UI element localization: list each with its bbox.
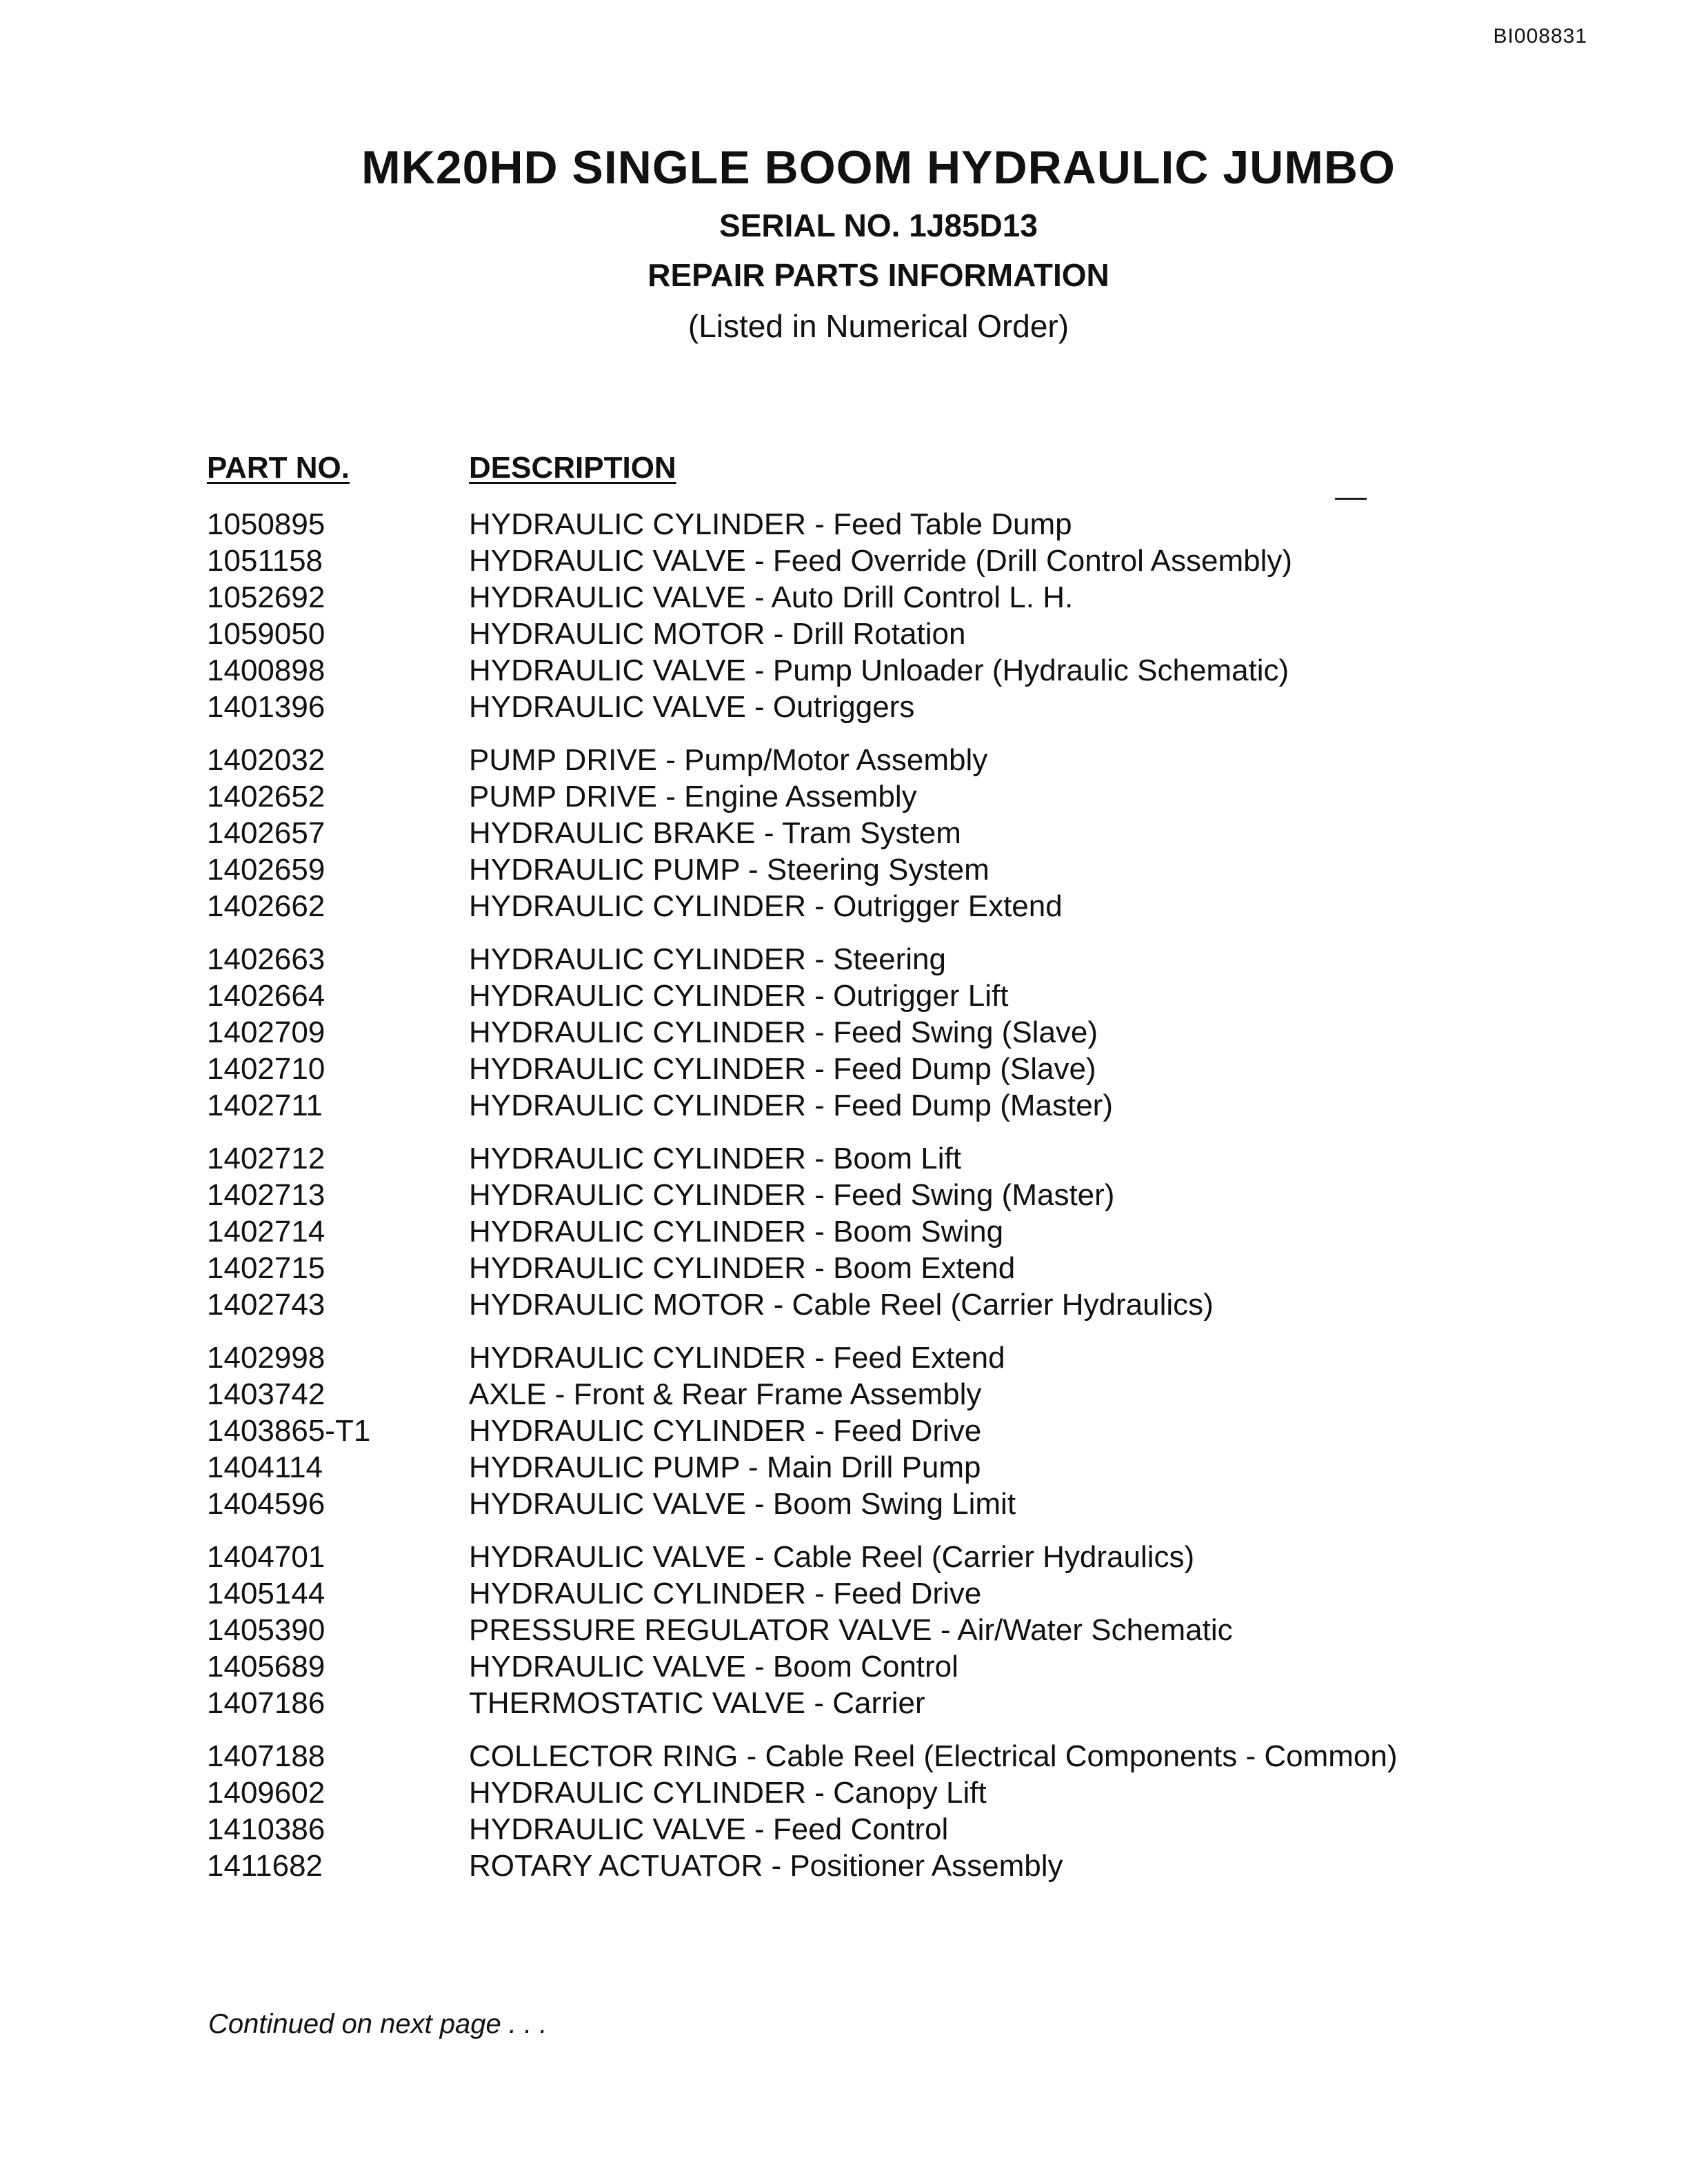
order-note: (Listed in Numerical Order) bbox=[687, 308, 1069, 344]
part-number: 1403742 bbox=[207, 1377, 325, 1411]
part-number: 1402714 bbox=[207, 1214, 325, 1248]
part-row bbox=[207, 1376, 1517, 1413]
part-row bbox=[207, 978, 1517, 1014]
part-row bbox=[207, 778, 1517, 815]
part-row bbox=[207, 1449, 1517, 1486]
part-description: HYDRAULIC VALVE - Feed Override (Drill Control Assembly) bbox=[469, 543, 1293, 578]
part-row bbox=[207, 888, 1517, 924]
part-description: HYDRAULIC VALVE - Boom Swing Limit bbox=[469, 1486, 1016, 1521]
part-number: 1402710 bbox=[207, 1051, 325, 1086]
part-row bbox=[207, 652, 1517, 689]
part-description: HYDRAULIC VALVE - Auto Drill Control L. H. bbox=[469, 580, 1074, 614]
part-number: 1404701 bbox=[207, 1539, 325, 1574]
part-number: 1401396 bbox=[207, 689, 325, 724]
part-number: 1410386 bbox=[207, 1812, 325, 1846]
part-row bbox=[207, 941, 1517, 978]
part-number: 1059050 bbox=[207, 616, 325, 651]
part-description: HYDRAULIC CYLINDER - Boom Lift bbox=[469, 1141, 961, 1175]
part-row bbox=[207, 1612, 1517, 1648]
part-number: 1404596 bbox=[207, 1486, 325, 1521]
part-number: 1402715 bbox=[207, 1251, 325, 1285]
part-row bbox=[207, 1685, 1517, 1721]
part-number: 1402652 bbox=[207, 779, 325, 813]
part-number: 1402662 bbox=[207, 889, 325, 923]
part-description: PUMP DRIVE - Engine Assembly bbox=[469, 779, 917, 813]
part-description: HYDRAULIC CYLINDER - Feed Extend bbox=[469, 1340, 1005, 1375]
part-row bbox=[207, 742, 1517, 778]
part-row bbox=[207, 1811, 1517, 1848]
part-row bbox=[207, 851, 1517, 888]
part-number: 1402659 bbox=[207, 852, 325, 887]
part-row bbox=[207, 1339, 1517, 1376]
part-number: 1400898 bbox=[207, 653, 325, 687]
part-description: HYDRAULIC CYLINDER - Outrigger Extend bbox=[469, 889, 1063, 923]
part-row bbox=[207, 543, 1517, 579]
part-description: HYDRAULIC CYLINDER - Feed Table Dump bbox=[469, 507, 1072, 541]
part-description: HYDRAULIC CYLINDER - Feed Swing (Slave) bbox=[469, 1015, 1098, 1049]
parts-list bbox=[207, 506, 1517, 1901]
part-row bbox=[207, 1177, 1517, 1213]
part-row bbox=[207, 1250, 1517, 1286]
part-description: HYDRAULIC CYLINDER - Steering bbox=[469, 942, 946, 976]
part-number: 1405144 bbox=[207, 1576, 325, 1610]
part-row bbox=[207, 616, 1517, 652]
part-number: 1051158 bbox=[207, 543, 323, 578]
part-number: 1403865-T1 bbox=[207, 1413, 371, 1448]
part-number: 1402713 bbox=[207, 1177, 325, 1212]
serial-number: SERIAL NO. 1J85D13 bbox=[719, 208, 1038, 243]
part-row bbox=[207, 579, 1517, 616]
part-number: 1404114 bbox=[207, 1450, 323, 1484]
part-description: AXLE - Front & Rear Frame Assembly bbox=[469, 1377, 982, 1411]
part-number: 1402657 bbox=[207, 816, 325, 850]
part-row bbox=[207, 689, 1517, 725]
part-row bbox=[207, 1648, 1517, 1685]
part-number: 1407186 bbox=[207, 1686, 325, 1720]
part-number: 1052692 bbox=[207, 580, 325, 614]
part-description: HYDRAULIC VALVE - Outriggers bbox=[469, 689, 915, 724]
part-row bbox=[207, 1775, 1517, 1811]
part-row bbox=[207, 506, 1517, 543]
parts-group bbox=[207, 941, 1517, 1124]
part-number: 1402998 bbox=[207, 1340, 325, 1375]
part-row bbox=[207, 1848, 1517, 1884]
part-description: HYDRAULIC CYLINDER - Feed Dump (Slave) bbox=[469, 1051, 1096, 1086]
margin-dash-mark bbox=[1335, 498, 1367, 500]
part-number: 1402711 bbox=[207, 1088, 323, 1122]
part-description: HYDRAULIC VALVE - Cable Reel (Carrier Hydraulics) bbox=[469, 1539, 1195, 1574]
part-number: 1405689 bbox=[207, 1649, 325, 1684]
part-number: 1405390 bbox=[207, 1612, 325, 1647]
part-description: HYDRAULIC MOTOR - Cable Reel (Carrier Hydraulics) bbox=[469, 1287, 1214, 1322]
part-row bbox=[207, 1213, 1517, 1250]
parts-group bbox=[207, 506, 1517, 725]
description-header: DESCRIPTION bbox=[469, 451, 676, 485]
part-description: HYDRAULIC CYLINDER - Outrigger Lift bbox=[469, 978, 1009, 1013]
part-number: 1402663 bbox=[207, 942, 325, 976]
document-subtitle: REPAIR PARTS INFORMATION bbox=[647, 257, 1109, 293]
part-row bbox=[207, 1539, 1517, 1575]
part-description: HYDRAULIC MOTOR - Drill Rotation bbox=[469, 616, 966, 651]
part-row bbox=[207, 1286, 1517, 1323]
part-row bbox=[207, 815, 1517, 851]
parts-group bbox=[207, 1339, 1517, 1522]
part-row bbox=[207, 1486, 1517, 1522]
part-row bbox=[207, 1738, 1517, 1775]
part-number: 1411682 bbox=[207, 1848, 323, 1883]
part-description: PUMP DRIVE - Pump/Motor Assembly bbox=[469, 742, 988, 777]
part-description: HYDRAULIC CYLINDER - Boom Extend bbox=[469, 1251, 1016, 1285]
part-description: HYDRAULIC VALVE - Feed Control bbox=[469, 1812, 949, 1846]
part-row bbox=[207, 1051, 1517, 1087]
part-row bbox=[207, 1014, 1517, 1051]
parts-group bbox=[207, 1539, 1517, 1721]
part-description: HYDRAULIC BRAKE - Tram System bbox=[469, 816, 961, 850]
part-description: HYDRAULIC VALVE - Boom Control bbox=[469, 1649, 958, 1684]
part-number: 1402743 bbox=[207, 1287, 325, 1322]
parts-group bbox=[207, 1140, 1517, 1323]
part-description: HYDRAULIC PUMP - Steering System bbox=[469, 852, 989, 887]
part-row bbox=[207, 1575, 1517, 1612]
part-description: HYDRAULIC VALVE - Pump Unloader (Hydraulic Schematic) bbox=[469, 653, 1289, 687]
part-number: 1409602 bbox=[207, 1775, 325, 1810]
part-number: 1402712 bbox=[207, 1141, 325, 1175]
part-description: ROTARY ACTUATOR - Positioner Assembly bbox=[469, 1848, 1063, 1883]
continued-note: Continued on next page . . . bbox=[208, 2009, 547, 2039]
part-description: HYDRAULIC CYLINDER - Feed Drive bbox=[469, 1413, 982, 1448]
part-description: COLLECTOR RING - Cable Reel (Electrical Components - Common) bbox=[469, 1739, 1398, 1773]
part-description: PRESSURE REGULATOR VALVE - Air/Water Schematic bbox=[469, 1612, 1233, 1647]
part-number: 1050895 bbox=[207, 507, 325, 541]
part-number: 1402032 bbox=[207, 742, 325, 777]
part-description: HYDRAULIC CYLINDER - Feed Drive bbox=[469, 1576, 982, 1610]
part-description: HYDRAULIC CYLINDER - Feed Dump (Master) bbox=[469, 1088, 1113, 1122]
part-row bbox=[207, 1140, 1517, 1177]
part-number: 1407188 bbox=[207, 1739, 325, 1773]
part-number: 1402709 bbox=[207, 1015, 325, 1049]
part-description: THERMOSTATIC VALVE - Carrier bbox=[469, 1686, 925, 1720]
part-description: HYDRAULIC CYLINDER - Boom Swing bbox=[469, 1214, 1004, 1248]
part-description: HYDRAULIC CYLINDER - Canopy Lift bbox=[469, 1775, 987, 1810]
parts-group bbox=[207, 1738, 1517, 1884]
part-row bbox=[207, 1413, 1517, 1449]
part-number: 1402664 bbox=[207, 978, 325, 1013]
part-row bbox=[207, 1087, 1517, 1124]
part-description: HYDRAULIC PUMP - Main Drill Pump bbox=[469, 1450, 981, 1484]
document-id: BI008831 bbox=[1493, 25, 1587, 48]
part-description: HYDRAULIC CYLINDER - Feed Swing (Master) bbox=[469, 1177, 1115, 1212]
part-no-header: PART NO. bbox=[207, 451, 350, 485]
parts-group bbox=[207, 742, 1517, 924]
document-title: MK20HD SINGLE BOOM HYDRAULIC JUMBO bbox=[361, 141, 1396, 194]
